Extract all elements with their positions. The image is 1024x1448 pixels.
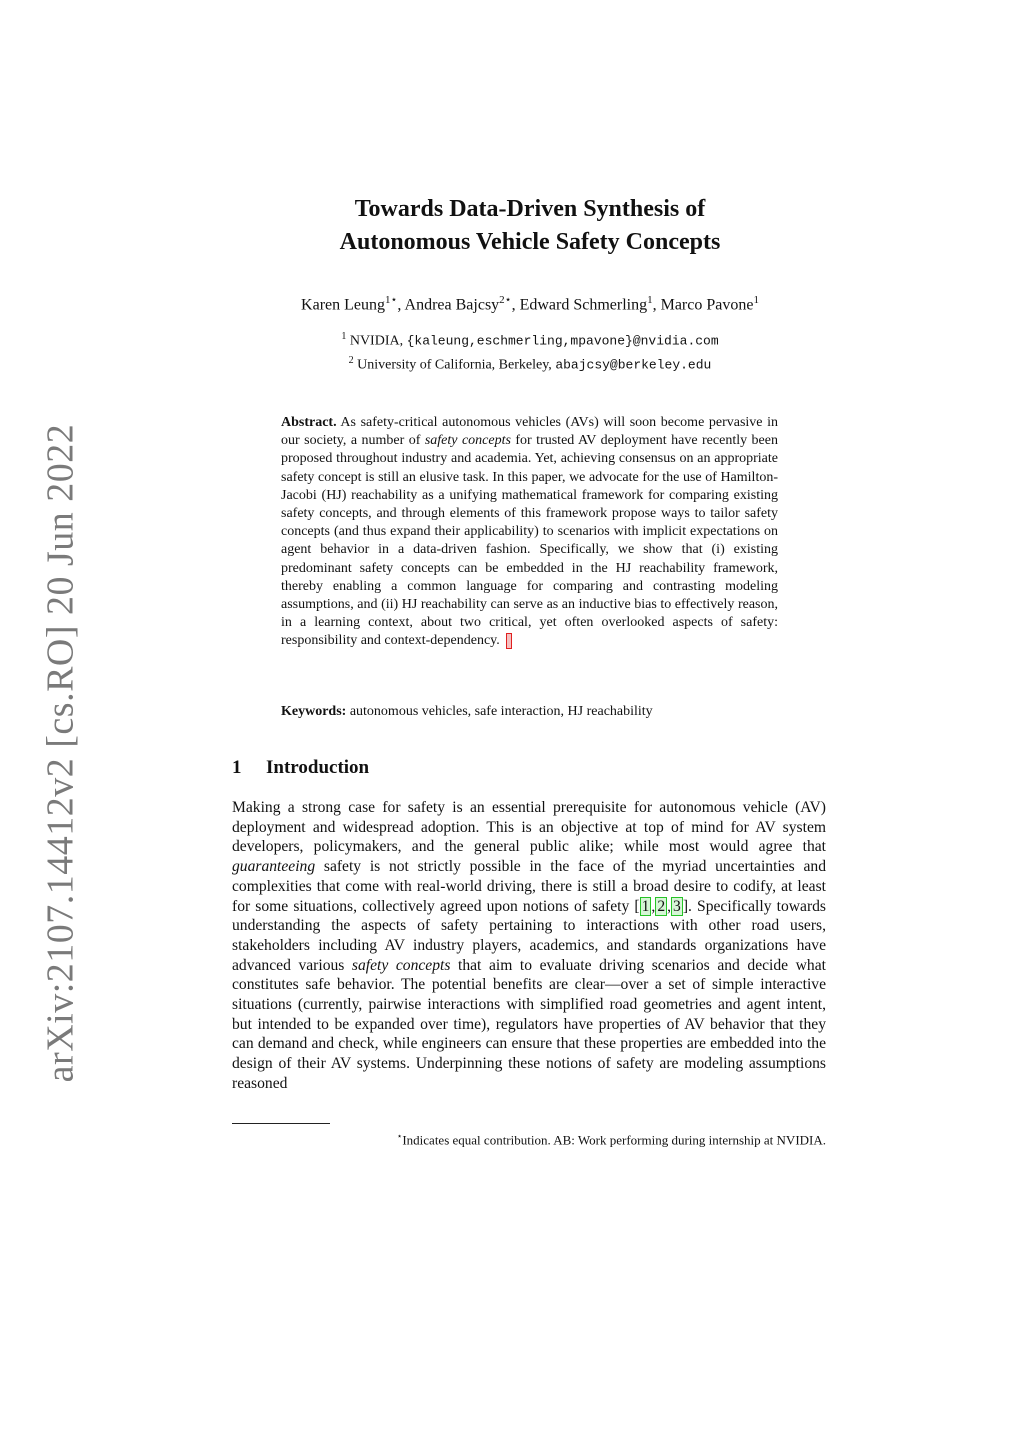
abstract-label: Abstract. bbox=[281, 415, 337, 430]
section-heading bbox=[232, 756, 826, 780]
citation-link[interactable]: 1 bbox=[641, 897, 650, 915]
author-name: Marco Pavone bbox=[660, 296, 754, 314]
affiliation-list bbox=[200, 327, 860, 374]
arxiv-sidebar-stamp bbox=[30, 423, 90, 1083]
abstract-text-part1: As safety-critical autonomous vehicles (AVs) will soon become pervasive in our society, a number of bbox=[281, 415, 778, 449]
author-name: Edward Schmerling bbox=[519, 296, 648, 314]
author-name: Andrea Bajcsy bbox=[404, 296, 500, 314]
intro-emphasis: safety concepts bbox=[351, 956, 451, 974]
author-mark: 1 bbox=[647, 294, 653, 306]
affiliation-item bbox=[200, 327, 860, 351]
title-line-1: Towards Data-Driven Synthesis of bbox=[354, 196, 706, 222]
affiliation-item bbox=[200, 351, 860, 375]
footnote-divider bbox=[232, 1123, 330, 1124]
intro-text: . Specifically towards understanding the aspects of safety pertaining to interactions with other road users, stakeholders including AV industry players, academics, and standards organizations have advanced various bbox=[232, 897, 826, 974]
intro-emphasis: guaranteeing bbox=[232, 858, 316, 876]
citation-bracket: ] bbox=[682, 897, 689, 915]
paper-title bbox=[200, 193, 860, 259]
author-mark: 2⋆ bbox=[499, 294, 512, 306]
intro-text: Making a strong case for safety is an essential prerequisite for autonomous vehicle (AV) deployment and widespread adoption. This is an objective at top of mind for AV system developers, policymakers, and the general public alike; while most would agree that bbox=[232, 799, 826, 856]
citation-bracket: [ bbox=[634, 897, 640, 915]
section-title: Introduction bbox=[266, 757, 370, 778]
introduction-paragraph bbox=[232, 798, 826, 1094]
author-name: Karen Leung bbox=[301, 296, 386, 314]
author-list: Karen Leung$^{1⋆}$, Andrea Bajcsy$^{2⋆}$, Edward Schmerling$^1$, Marco Pavone$^1$ bbox=[301, 294, 759, 314]
citation-link[interactable]: 2 bbox=[657, 897, 666, 915]
keywords-text: autonomous vehicles, safe interaction, HJ reachability bbox=[349, 704, 653, 719]
affiliation-mark: 1 bbox=[341, 331, 347, 342]
footnote bbox=[232, 1127, 826, 1149]
arxiv-identifier: arXiv:2107.14412v2 [cs.RO] 20 Jun 2022 bbox=[39, 423, 81, 1083]
affiliation-text: NVIDIA, bbox=[349, 333, 407, 349]
footnote-mark: ⋆ bbox=[396, 1131, 403, 1141]
abstract bbox=[281, 414, 778, 651]
hyperlink-marker[interactable] bbox=[506, 633, 512, 649]
abstract-text-part2: for trusted AV deployment have recently been proposed throughout industry and academia. Yet, achieving consensus on an appropriate safety concept is still an elusive task. In this paper, we advocate for the use of Hamilton-Jacobi (HJ) reachability as a unifying mathematical framework for comparing existing safety concepts, and through elements of this framework propose ways to tailor safety concepts (and thus expand their applicability) to scenarios with implicit expectations on agent behavior in a data-driven fashion. Specifically, we show that (i) existing predominant safety concepts can be embedded in the HJ reachability framework, thereby enabling a common language for comparing and contrasting modeling assumptions, and (ii) HJ reachability can serve as an inductive bias to effectively reason, in a learning context, about two critical, yet often overlooked aspects of safety: responsibility and context-dependency. bbox=[281, 433, 778, 649]
intro-text: safety is not strictly possible in the face of the myriad uncertainties and complexities that come with real-world driving, there is still a broad desire to codify, at least for some situations, collectively agreed upon notions of safety bbox=[232, 858, 826, 915]
citation-separator: , bbox=[651, 897, 656, 915]
author-mark: 1 bbox=[753, 294, 759, 306]
intro-text: that aim to evaluate driving scenarios and decide what constitutes safe behavior. The potential benefits are clear—over a set of simple interactive situations (currently, pairwise interactions with simplified road geometries and agent intent, but intended to be expanded over time), regulators have properties of AV behavior that they can demand and check, while engineers can ensure that these properties are embedded into the design of their AV systems. Underpinning these notions of safety are modeling assumptions reasoned bbox=[232, 956, 826, 1092]
affiliation-text: University of California, Berkeley, bbox=[357, 357, 556, 373]
keywords-label: Keywords: bbox=[281, 704, 347, 719]
citation-separator: , bbox=[667, 897, 672, 915]
section-number: 1 bbox=[232, 757, 242, 778]
abstract-emphasis: safety concepts bbox=[424, 433, 511, 449]
affiliation-mark: 2 bbox=[348, 354, 354, 366]
author-mark: 1⋆ bbox=[385, 294, 398, 306]
keywords bbox=[281, 703, 778, 721]
title-line-2: Autonomous Vehicle Safety Concepts bbox=[339, 229, 721, 255]
affiliation-email: {kaleung,eschmerling,mpavone}@nvidia.com bbox=[406, 333, 719, 349]
citation-link[interactable]: 3 bbox=[673, 897, 681, 915]
affiliation-email: abajcsy@berkeley.edu bbox=[555, 357, 712, 373]
footnote-text: Indicates equal contribution. AB: Work performing during internship at NVIDIA. bbox=[402, 1132, 826, 1148]
